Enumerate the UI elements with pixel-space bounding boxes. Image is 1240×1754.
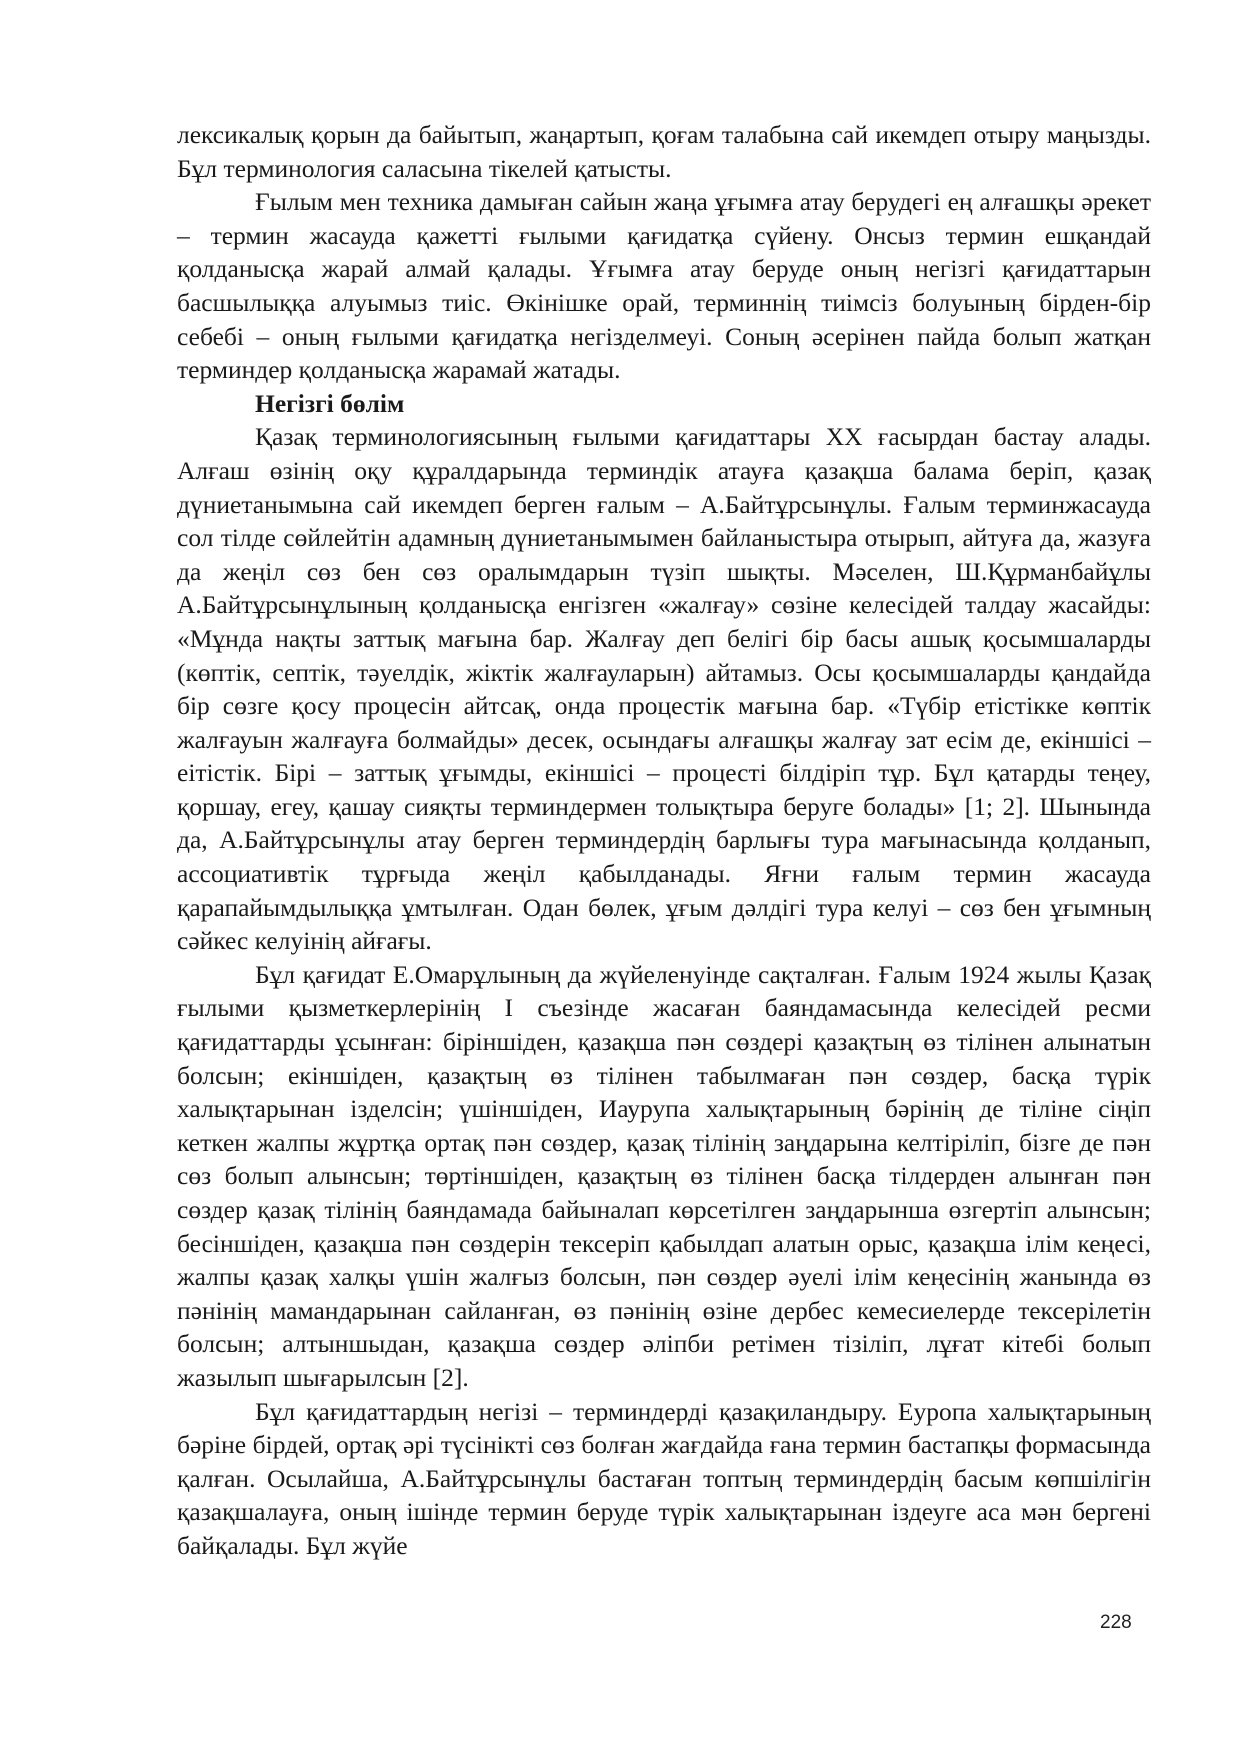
paragraph-5: Бұл қағидаттардың негізі – терминдерді қазақиландыру. Еуропа халықтарының бәріне бірдей, ортақ әрі түсінікті сөз болған жағдайда ғана термин бастапқы формасында қалған. Осылайша, А.Байтұрсынұлы бастаған топтың терминдердің басым көпшілігін қазақшалауға, оның ішінде термин беруде түрік халықтарынан іздеуге аса мән бергені байқалады. Бұл жүйе [177,1396,1151,1560]
paragraph-1: лексикалық қорын да байытып, жаңартып, қоғам талабына сай икемдеп отыру маңызды. Бұл терминология саласына тікелей қатысты. [177,120,1151,183]
paragraph-4: Бұл қағидат Е.Омарұлының да жүйеленуінде сақталған. Ғалым 1924 жылы Қазақ ғылыми қызметкерлерінің I съезінде жасаған баяндамасында келесідей ресми қағидаттарды ұсынған: біріншіден, қазақша пән сөздері қазақтың өз тілінен алынатын болсын; екіншіден, қазақтың өз тілінен табылмаған пән сөздер, басқа түрік халықтарынан ізделсін; үшіншіден, Иаурупа халықтарының бәрінің де тіліне сіңіп кеткен жалпы жұртқа ортақ пән сөздер, қазақ тілінің заңдарына келтіріліп, бізге де пән сөз болып алынсын; төртіншіден, қазақтың өз тілінен басқа тілдерден алынған пән сөздер қазақ тілінің баяндамада байыналап көрсетілген заңдарынша өзгертіп алынсын; бесіншіден, қазақша пән сөздерін тексеріп қабылдап алатын орыс, қазақша ілім кеңесі, жалпы қазақ халқы үшін жалғыз болсын, пән сөздер әуелі ілім кеңесінің жанында өз пәнінің мамандарынан сайланған, өз пәнінің өзіне дербес кемесиелерде тексерілетін болсын; алтыншыдан, қазақша сөздер әліпби ретімен тізіліп, лұғат кітебі болып жазылып шығарылсын [2]. [177,959,1151,1392]
body-text [177,118,1151,1563]
paragraph-3: Қазақ терминологиясының ғылыми қағидаттары ХХ ғасырдан бастау алады. Алғаш өзінің оқу құралдарында терминдік атауға қазақша балама беріп, қазақ дүниетанымына сай икемдеп берген ғалым – А.Байтұрсынұлы. Ғалым терминжасауда сол тілде сөйлейтін адамның дүниетанымымен байланыстыра отырып, айтуға да, жазуға да жеңіл сөз бен сөз оралымдарын түзіп шықты. Мәселен, Ш.Құрманбайұлы А.Байтұрсынұлының қолданысқа енгізген «жалғау» сөзіне келесідей талдау жасайды: «Мұнда нақты заттық мағына бар. Жалғау деп белігі бір басы ашық қосымшаларды (көптік, септік, тәуелдік, жіктік жалғауларын) айтамыз. Осы қосымшаларды қандайда бір сөзге қосу процесін айтсақ, онда процестік мағына бар. «Түбір етістікке көптік жалғауын жалғауға болмайды» десек, осындағы алғашқы жалғау зат есім де, екіншісі – еітістік. Бірі – заттық ұғымды, екіншісі – процесті білдіріп тұр. Бұл қатарды теңеу, қоршау, егеу, қашау сияқты терминдермен толықтыра беруге болады» [1; 2]. Шынында да, А.Байтұрсынұлы атау берген терминдердің барлығы тура мағынасында қолданып, ассоциативтік тұрғыда жеңіл қабылданады. Яғни ғалым термин жасауда қарапайымдылыққа ұмтылған. Одан бөлек, ұғым дәлдігі тура келуі – сөз бен ұғымның сәйкес келуінің айғағы. [177,422,1151,956]
page-number: 228 [1100,1612,1132,1633]
section-heading: Негізгі бөлім [255,388,405,418]
paragraph-2: Ғылым мен техника дамыған сайын жаңа ұғымға атау берудегі ең алғашқы әрекет – термин жасауда қажетті ғылыми қағидатқа сүйену. Онсыз термин ешқандай қолданысқа жарай алмай қалады. Ұғымға атау беруде оның негізгі қағидаттарын басшылыққа алуымыз тиіс. Өкінішке орай, терминнің тиімсіз болуының бірден-бір себебі – оның ғылыми қағидатқа негізделмеуі. Соның әсерінен пайда болып жатқан терминдер қолданысқа жарамай жатады. [177,187,1151,385]
